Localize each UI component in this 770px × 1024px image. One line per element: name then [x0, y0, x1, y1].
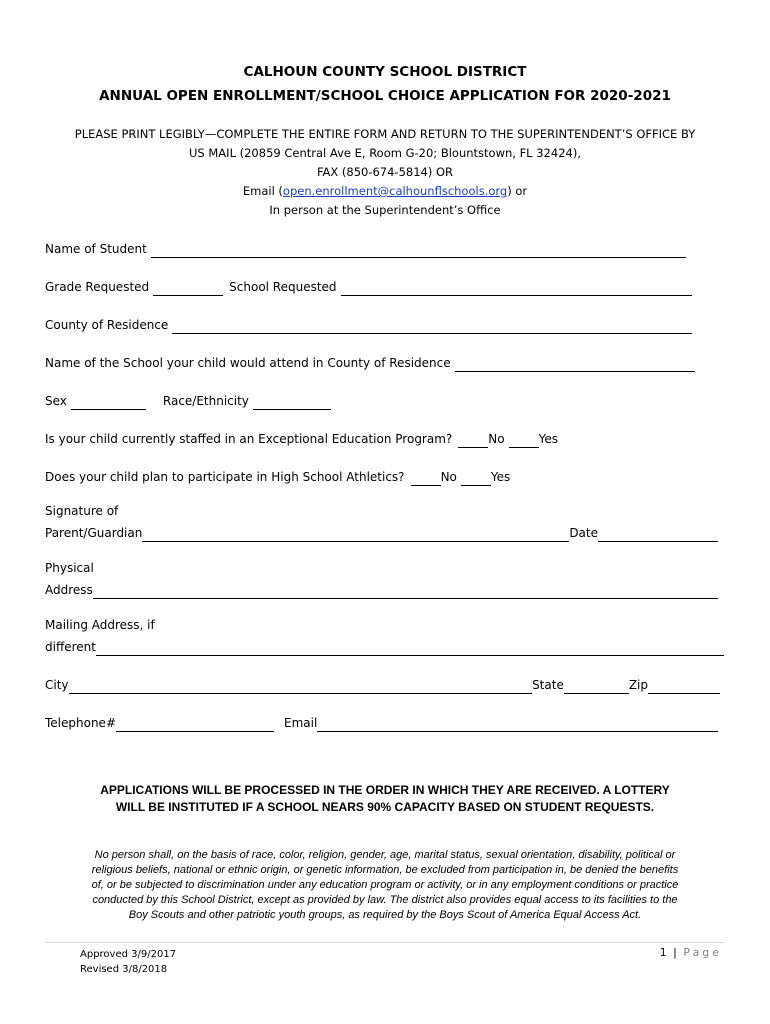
district-title: CALHOUN COUNTY SCHOOL DISTRICT: [243, 64, 527, 80]
email-link[interactable]: open.enrollment@calhounflschools.org: [282, 184, 508, 198]
residence-school-row: [45, 352, 695, 372]
physical-address-row: [45, 579, 718, 599]
instructions-line-2: US MAIL (20859 Central Ave E, Room G-20; Blountstown, FL 32424),: [189, 146, 581, 160]
mailing-address-label-top: Mailing Address, if: [45, 618, 155, 632]
page-number-value: 1: [659, 946, 667, 959]
state-label: State: [532, 678, 564, 692]
notice-line-2: WILL BE INSTITUTED IF A SCHOOL NEARS 90% CAPACITY BASED ON STUDENT REQUESTS.: [115, 800, 655, 814]
athletics-yes-field[interactable]: [461, 469, 491, 486]
athletics-no-field[interactable]: [411, 469, 441, 486]
student-name-field[interactable]: [151, 241, 686, 258]
athletics-yes-label: Yes: [490, 470, 511, 484]
date-field[interactable]: [598, 525, 718, 542]
ese-no-field[interactable]: [458, 431, 488, 448]
city-field[interactable]: [69, 677, 533, 694]
disclaimer-line-3: of, or be subjected to discrimination under any education program or activity, or in any employment conditions or practice: [91, 879, 679, 891]
athletics-no-label: No: [440, 470, 457, 484]
race-label: Race/Ethnicity: [162, 394, 249, 408]
signature-label-top: Signature of: [45, 504, 119, 518]
city-state-zip-row: [45, 674, 720, 694]
physical-address-label: Address: [45, 583, 93, 597]
ese-question: Is your child currently staffed in an Exceptional Education Program?: [45, 432, 453, 446]
race-field[interactable]: [253, 393, 331, 410]
student-name-row: [45, 238, 686, 258]
sex-label: Sex: [45, 394, 67, 408]
page-word: Page: [683, 946, 722, 959]
revised-date: Revised 3/8/2018: [80, 964, 168, 975]
processing-notice: [30, 782, 740, 816]
instructions-line-3: FAX (850-674-5814) OR: [316, 165, 454, 179]
date-label: Date: [569, 526, 598, 540]
telephone-field[interactable]: [116, 715, 274, 732]
residence-school-label: Name of the School your child would attend in County of Residence: [45, 356, 451, 370]
email-label: Email: [284, 716, 318, 730]
approved-date: Approved 3/9/2017: [80, 949, 177, 960]
instructions-email-line: [40, 182, 730, 201]
disclaimer-line-4: conducted by this School District, except as provided by law. The district also provides equal access to its facilities to the: [92, 894, 678, 906]
state-field[interactable]: [564, 677, 629, 694]
page-separator: |: [673, 946, 677, 959]
grade-requested-label: Grade Requested: [45, 280, 150, 294]
grade-requested-field[interactable]: [153, 279, 223, 296]
page-number: [660, 946, 722, 959]
application-title: ANNUAL OPEN ENROLLMENT/SCHOOL CHOICE APPLICATION FOR 2020-2021: [99, 88, 671, 104]
disclaimer-line-1: No person shall, on the basis of race, color, religion, gender, age, marital status, sexual orientation, disability, political or: [94, 849, 676, 861]
residence-school-field[interactable]: [455, 355, 695, 372]
mailing-address-row: [45, 636, 724, 656]
athletics-question: Does your child plan to participate in High School Athletics?: [45, 470, 405, 484]
sex-field[interactable]: [71, 393, 146, 410]
signature-row: [45, 522, 718, 542]
city-label: City: [45, 678, 69, 692]
email-suffix: ) or: [507, 184, 528, 198]
grade-school-row: [45, 276, 692, 296]
ese-yes-field[interactable]: [509, 431, 539, 448]
physical-address-field[interactable]: [93, 582, 718, 599]
nondiscrimination-statement: [40, 848, 730, 923]
mailing-address-label: different: [45, 640, 96, 654]
athletics-row: [45, 466, 730, 486]
telephone-label: Telephone#: [45, 716, 116, 730]
zip-label: Zip: [628, 678, 648, 692]
signature-field[interactable]: [142, 525, 569, 542]
zip-field[interactable]: [648, 677, 720, 694]
notice-line-1: APPLICATIONS WILL BE PROCESSED IN THE ORDER IN WHICH THEY ARE RECEIVED. A LOTTERY: [100, 783, 670, 797]
ese-row: [45, 428, 730, 448]
county-row: [45, 314, 692, 334]
ese-no-label: No: [488, 432, 505, 446]
school-requested-label: School Requested: [229, 280, 337, 294]
sex-race-row: [45, 390, 730, 410]
submission-instructions: [40, 125, 730, 220]
signature-label: Parent/Guardian: [45, 526, 143, 540]
disclaimer-line-2: religious beliefs, national or ethnic origin, or genetic information, be excluded from participation in, be denied the benefits: [91, 864, 679, 876]
email-prefix: Email (: [242, 184, 283, 198]
instructions-line-1: PLEASE PRINT LEGIBLY—COMPLETE THE ENTIRE FORM AND RETURN TO THE SUPERINTENDENT’S OFFICE BY: [74, 127, 696, 141]
ese-yes-label: Yes: [538, 432, 558, 446]
physical-address-label-top: Physical: [45, 561, 94, 575]
email-field[interactable]: [317, 715, 718, 732]
instructions-line-5: In person at the Superintendent’s Office: [269, 203, 501, 217]
disclaimer-line-5: Boy Scouts and other patriotic youth groups, as required by the Boys Scout of America Equal Access Act.: [128, 909, 642, 921]
school-requested-field[interactable]: [341, 279, 692, 296]
county-label: County of Residence: [45, 318, 169, 332]
footer-divider: [45, 942, 725, 943]
county-field[interactable]: [172, 317, 692, 334]
telephone-email-row: [45, 712, 718, 732]
mailing-address-field[interactable]: [96, 639, 724, 656]
student-name-label: Name of Student: [45, 242, 147, 256]
